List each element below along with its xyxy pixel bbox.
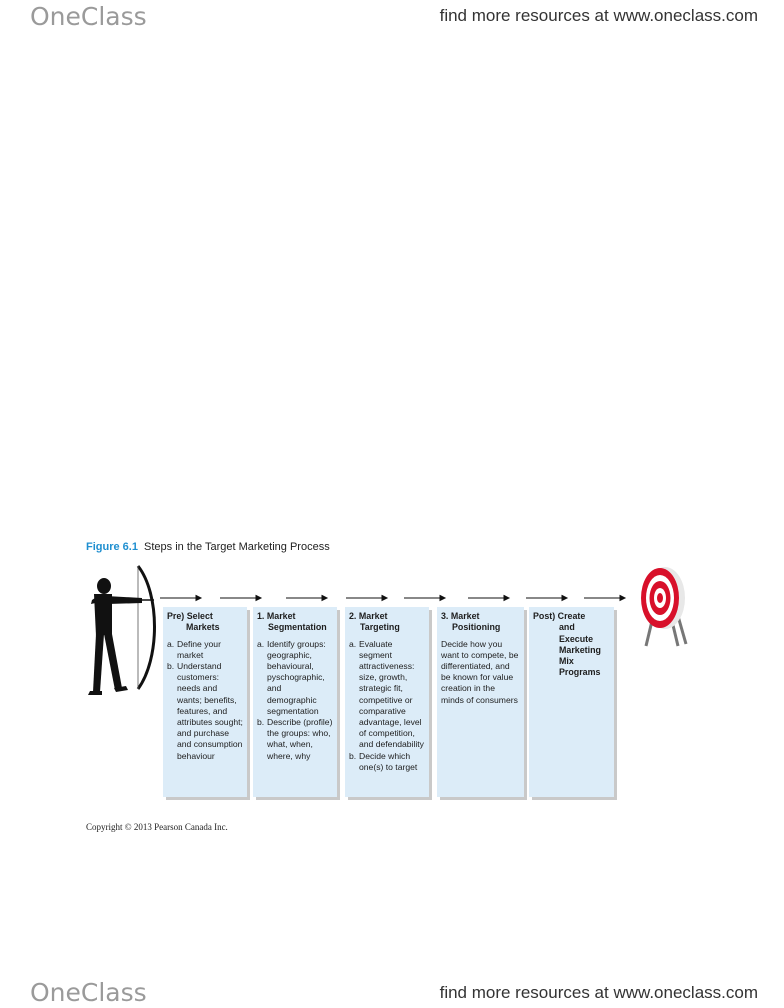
- item-marker: a.: [349, 638, 357, 649]
- column-heading: [533, 611, 610, 679]
- list-item: [349, 751, 425, 773]
- resources-link[interactable]: find more resources at www.oneclass.com: [439, 6, 758, 25]
- item-marker: b.: [257, 717, 265, 728]
- list-item: [257, 639, 333, 717]
- item-text: Identify groups: geographic, behavioural, pyschographic, and demographic segmentation: [267, 638, 326, 716]
- list-item: [441, 639, 520, 706]
- item-marker: a.: [257, 638, 265, 649]
- figure-number: Figure 6.1: [86, 541, 138, 553]
- item-text: Decide how you want to compete, be differentiated, and be known for value creation in the minds of consumers: [441, 638, 519, 705]
- target-illustration: [638, 566, 692, 650]
- resources-link-footer[interactable]: find more resources at www.oneclass.com: [439, 983, 758, 1002]
- list-item: [257, 717, 333, 762]
- list-item: [349, 639, 425, 751]
- step-column-post-create-execute: [529, 607, 614, 797]
- column-heading: [349, 611, 425, 634]
- column-heading: [441, 611, 520, 634]
- heading-line: 2. Market: [349, 611, 388, 621]
- step-column-pre-select-markets: [163, 607, 247, 797]
- process-arrows: [150, 592, 630, 604]
- heading-line: Targeting: [360, 622, 400, 633]
- heading-line: Mix: [559, 656, 574, 667]
- column-heading: [257, 611, 333, 634]
- item-marker: b.: [167, 661, 175, 671]
- heading-line: Execute: [559, 633, 594, 644]
- heading-line: Post) Create: [533, 611, 586, 621]
- step-column-market-segmentation: [253, 607, 337, 797]
- copyright-notice: Copyright © 2013 Pearson Canada Inc.: [86, 822, 228, 832]
- list-item: [167, 639, 243, 661]
- item-text: Describe (profile) the groups: who, what, when, where, why: [267, 717, 333, 761]
- step-column-market-positioning: [437, 607, 524, 797]
- column-heading: [167, 611, 243, 634]
- archer-illustration: [82, 564, 162, 699]
- figure-title: Steps in the Target Marketing Process: [144, 541, 330, 553]
- heading-line: and: [559, 622, 575, 633]
- step-column-market-targeting: [345, 607, 429, 797]
- figure-caption: [86, 541, 330, 553]
- heading-line: 3. Market: [441, 611, 480, 621]
- heading-line: Marketing: [559, 644, 601, 655]
- heading-line: Markets: [186, 622, 220, 633]
- heading-line: Programs: [559, 667, 601, 678]
- heading-line: Segmentation: [268, 622, 327, 633]
- item-text: Understand customers: needs and wants; benefits, features, and attributes sought; and purchase and consumption behaviour: [177, 661, 243, 761]
- item-text: Evaluate segment attractiveness: size, growth, strategic fit, competitive or comparative advantage, level of competition, and defendability: [359, 638, 424, 750]
- heading-line: Positioning: [452, 622, 501, 633]
- item-marker: b.: [349, 750, 357, 761]
- list-item: [167, 661, 243, 762]
- item-text: Decide which one(s) to target: [359, 750, 418, 772]
- heading-line: Pre) Select: [167, 611, 213, 621]
- item-text: Define your market: [177, 638, 221, 660]
- oneclass-logo[interactable]: OneClass: [30, 2, 147, 31]
- item-marker: a.: [167, 638, 175, 649]
- oneclass-logo-footer[interactable]: OneClass: [30, 978, 147, 1007]
- heading-line: 1. Market: [257, 611, 296, 621]
